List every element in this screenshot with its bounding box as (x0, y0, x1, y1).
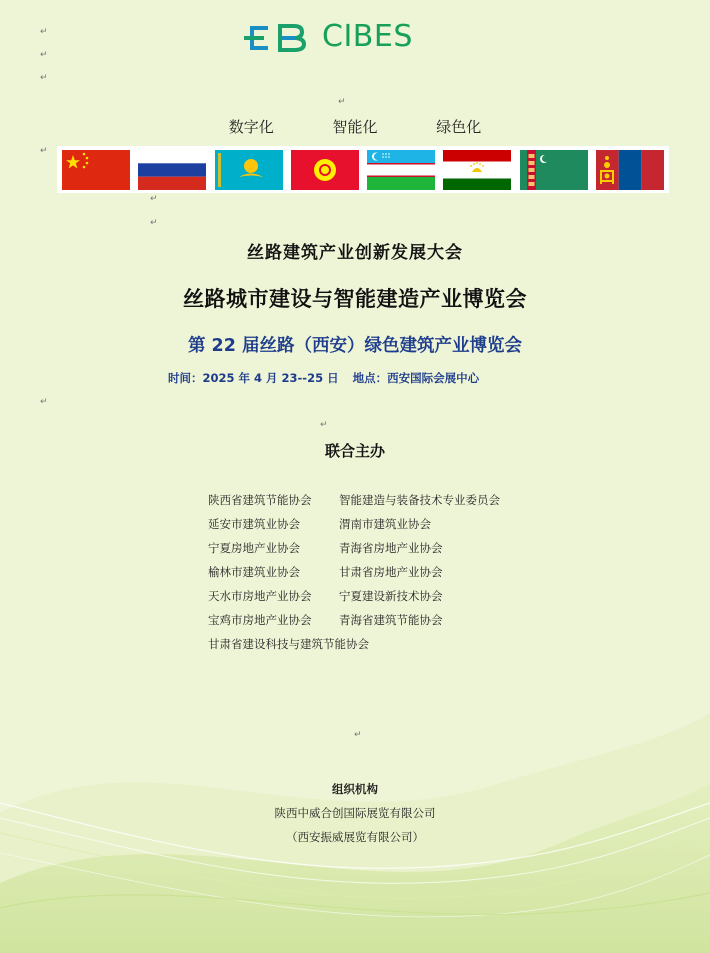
cibes-logo (244, 18, 413, 56)
title-green-building-expo: 第 22 届丝路（西安）绿色建筑产业博览会 (187, 336, 523, 356)
paragraph-mark: ↵ (150, 218, 158, 228)
host-name: 宁夏房地产业协会 (208, 541, 300, 555)
host-name: 智能建造与装备技术专业委员会 (339, 493, 500, 507)
mongolia-flag (596, 150, 664, 190)
tagline-digital: 数字化 (228, 118, 274, 136)
cibes-logo-icon (244, 18, 316, 56)
list-item (208, 632, 500, 656)
list-item (208, 488, 500, 512)
list-item (208, 536, 500, 560)
list-item (208, 512, 500, 536)
paragraph-mark: ↵ (40, 146, 48, 156)
host-name: 宁夏建设新技术协会 (339, 589, 443, 603)
tajikistan-flag (443, 150, 511, 190)
host-name: 榆林市建筑业协会 (208, 565, 300, 579)
host-name: 青海省建筑节能协会 (339, 613, 443, 627)
paragraph-mark: ↵ (40, 73, 48, 83)
event-place: 地点：西安国际会展中心 (352, 371, 480, 385)
kyrgyzstan-flag (291, 150, 359, 190)
host-name: 延安市建筑业协会 (208, 517, 300, 531)
paragraph-mark: ↵ (40, 27, 48, 37)
china-flag (62, 150, 130, 190)
event-time: 时间：2025 年 4 月 23--25 日 (168, 371, 339, 385)
paragraph-mark: ↵ (320, 420, 328, 430)
host-name: 宝鸡市房地产业协会 (208, 613, 312, 627)
logo-text: CIBES (322, 19, 413, 54)
organizer-block (0, 777, 710, 849)
organizer-name: 陕西中威合创国际展览有限公司 (274, 806, 436, 820)
co-hosts-list (208, 488, 500, 656)
event-info (168, 370, 479, 386)
russia-flag (138, 150, 206, 190)
paragraph-mark: ↵ (40, 50, 48, 60)
paragraph-mark: ↵ (150, 194, 158, 204)
paragraph-mark: ↵ (338, 97, 346, 107)
host-name: 陕西省建筑节能协会 (208, 493, 312, 507)
organizer-title: 组织机构 (332, 782, 378, 796)
organizer-alias: （西安振威展览有限公司） (286, 830, 424, 844)
host-name: 青海省房地产业协会 (339, 541, 443, 555)
turkmenistan-flag (520, 150, 588, 190)
title-congress: 丝路建筑产业创新发展大会 (247, 243, 463, 263)
list-item (208, 584, 500, 608)
flags-strip (57, 146, 669, 193)
host-name: 渭南市建筑业协会 (339, 517, 431, 531)
tagline (0, 116, 710, 137)
host-name: 甘肃省房地产业协会 (339, 565, 443, 579)
paragraph-mark: ↵ (40, 397, 48, 407)
host-name: 甘肃省建设科技与建筑节能协会 (208, 637, 369, 651)
tagline-intelligent: 智能化 (332, 118, 378, 136)
list-item (208, 608, 500, 632)
list-item (208, 560, 500, 584)
paragraph-mark: ↵ (354, 730, 362, 740)
co-hosts-title: 联合主办 (324, 442, 385, 460)
title-expo: 丝路城市建设与智能建造产业博览会 (183, 287, 527, 311)
tagline-green: 绿色化 (436, 118, 482, 136)
host-name: 天水市房地产业协会 (208, 589, 312, 603)
kazakhstan-flag (215, 150, 283, 190)
uzbekistan-flag (367, 150, 435, 190)
